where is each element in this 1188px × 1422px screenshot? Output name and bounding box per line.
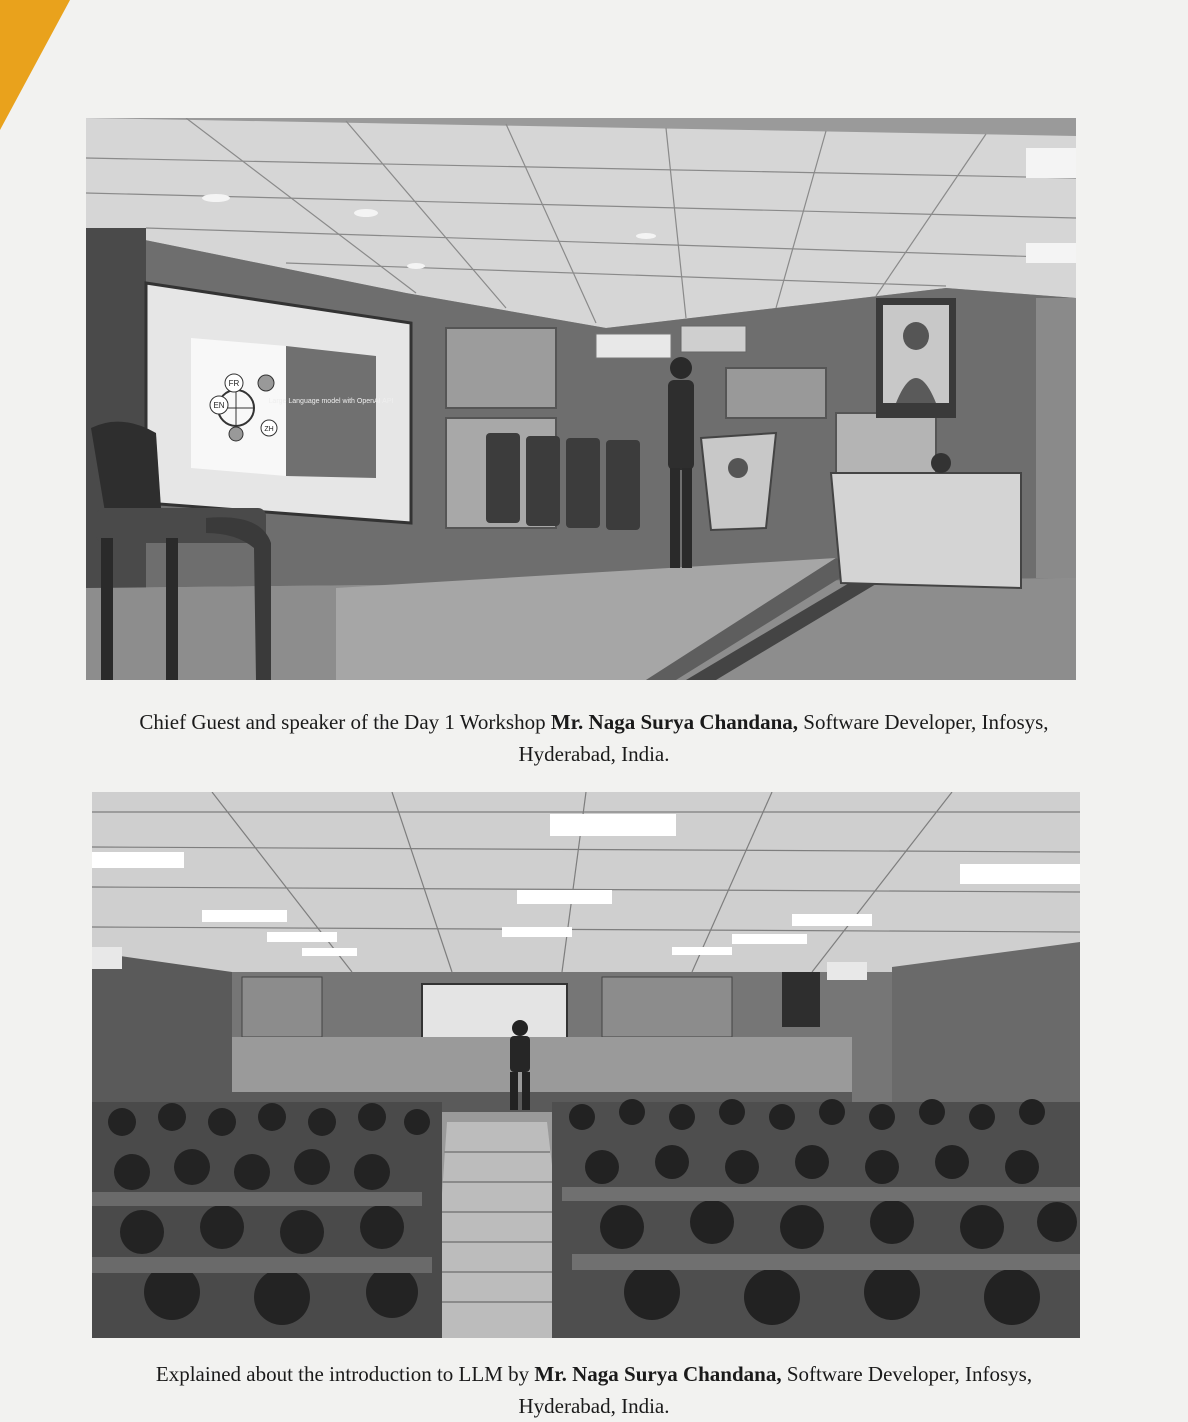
auditorium-audience-photo <box>92 792 1080 1338</box>
photo-caption-2: Explained about the introduction to LLM by Mr. Naga Surya Chandana, Software Developer, Infosys, Hyderabad, India. <box>155 1362 1033 1418</box>
workshop-stage-photo <box>86 118 1076 680</box>
paper-corner-accent <box>0 0 70 130</box>
photo-caption-1: Chief Guest and speaker of the Day 1 Workshop Mr. Naga Surya Chandana, Software Developer, Infosys, Hyderabad, India. <box>139 710 1049 766</box>
audience-left <box>92 1102 442 1338</box>
lang-code-en: EN <box>213 401 225 410</box>
audience-right <box>552 1099 1080 1338</box>
lang-code-fr: FR <box>228 379 240 388</box>
speaker-name: Mr. Naga Surya Chandana, <box>534 1362 782 1386</box>
speaker-name: Mr. Naga Surya Chandana, <box>550 710 799 734</box>
screen-slide-title: Large Language model with OpenAI API <box>268 398 394 405</box>
lang-code-zh: ZH <box>264 426 274 433</box>
